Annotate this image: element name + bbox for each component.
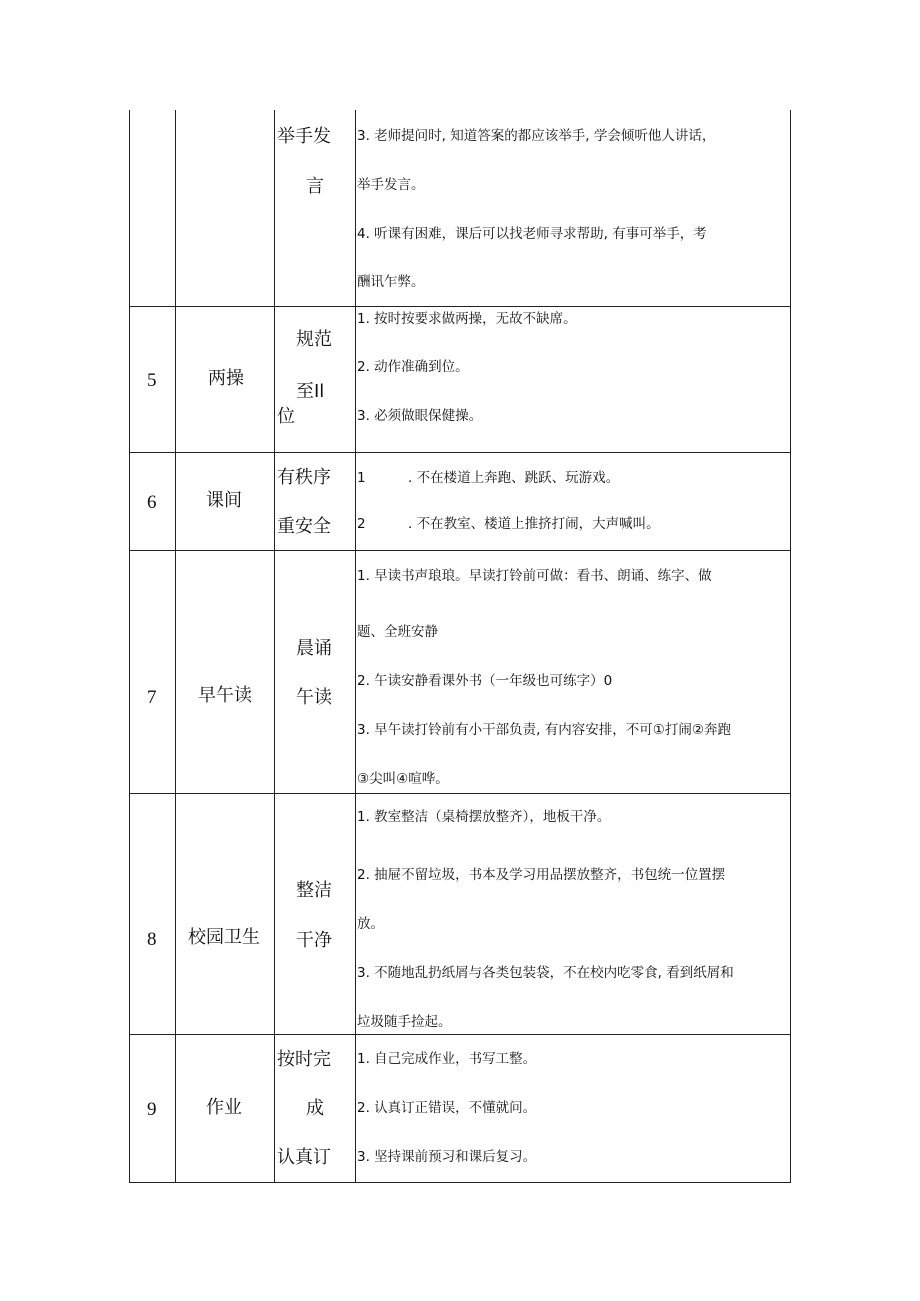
rule-item: . 不在教室、楼道上推挤打闹，大声喊叫。 (408, 516, 660, 532)
rule-item: 2. 午读安静看课外书（一年级也可练字）0 (357, 673, 613, 689)
rule-item-number: 2 (357, 516, 366, 532)
column-divider (175, 110, 176, 1183)
requirement-label: 成 (306, 1098, 324, 1119)
row-divider (129, 1034, 791, 1035)
rule-item: 垃圾随手捡起。 (357, 1014, 452, 1030)
row-number: 8 (147, 929, 157, 950)
requirement-label: 午读 (296, 687, 332, 708)
requirement-label: 举手发 (277, 126, 331, 147)
rule-item: 3. 不随地乱扔纸屑与各类包装袋，不在校内吃零食, 看到纸屑和 (357, 965, 734, 981)
rule-item: 酬讯乍弊。 (357, 274, 425, 290)
table-border-left (129, 110, 130, 1183)
rule-item: 2. 认真订正错误，不懂就问。 (357, 1100, 537, 1116)
rule-item: 1. 自己完成作业，书写工整。 (357, 1051, 537, 1067)
category-label: 作业 (206, 1097, 242, 1118)
rule-item: ③尖叫④喧哗。 (357, 771, 449, 787)
row-divider (129, 793, 791, 794)
requirement-label: 至Il (296, 381, 325, 402)
column-divider (355, 110, 356, 1183)
category-label: 校园卫生 (188, 927, 260, 948)
table-border-bottom (129, 1182, 791, 1183)
row-divider (129, 452, 791, 453)
requirement-label: 按时完 (277, 1049, 331, 1070)
rule-item: 1. 教室整洁（桌椅摆放整齐），地板干净。 (357, 809, 611, 825)
rule-item: . 不在楼道上奔跑、跳跃、玩游戏。 (408, 470, 620, 486)
row-divider (129, 306, 791, 307)
requirement-label: 重安全 (277, 516, 331, 537)
rule-item: 2. 抽屉不留垃圾，书本及学习用品摆放整齐，书包统一位置摆 (357, 867, 726, 883)
rule-item: 1. 早读书声琅琅。早读打铃前可做：看书、朗诵、练字、做 (357, 568, 712, 584)
rules-table (129, 110, 791, 1183)
rule-item: 3. 早午读打铃前有小干部负责, 有内容安排，不可①打闹②奔跑 (357, 722, 731, 738)
requirement-label: 有秩序 (277, 467, 331, 488)
category-label: 两操 (208, 368, 244, 389)
rule-item: 1. 按时按要求做两操，无故不缺席。 (357, 311, 577, 327)
rule-item: 3. 老师提问时, 知道答案的都应该举手, 学会倾听他人讲话， (357, 128, 716, 144)
row-number: 5 (147, 370, 157, 391)
rule-item: 3. 坚持课前预习和课后复习。 (357, 1149, 537, 1165)
category-label: 课间 (206, 490, 242, 511)
rule-item: 题、全班安静 (357, 624, 438, 640)
requirement-label: 位 (277, 406, 295, 427)
requirement-label: 干净 (296, 930, 332, 951)
row-number: 6 (147, 492, 157, 513)
rule-item: 放。 (357, 916, 384, 932)
rule-item: 4. 听课有困难，课后可以找老师寻求帮助, 有事可举手，考 (357, 226, 707, 242)
table-border-right (790, 110, 791, 1183)
category-label: 早午读 (198, 685, 252, 706)
rule-item-number: 1 (357, 470, 366, 486)
column-divider (274, 110, 275, 1183)
requirement-label: 晨诵 (296, 638, 332, 659)
requirement-label: 规范 (296, 329, 332, 350)
rule-item: 2. 动作准确到位。 (357, 359, 469, 375)
requirement-label: 整洁 (296, 880, 332, 901)
rule-item: 3. 必须做眼保健操。 (357, 408, 483, 424)
requirement-label: 言 (306, 176, 324, 197)
row-number: 9 (147, 1099, 157, 1120)
requirement-label: 认真订 (277, 1147, 331, 1168)
row-divider (129, 550, 791, 551)
rule-item: 举手发言。 (357, 177, 425, 193)
row-number: 7 (147, 687, 157, 708)
